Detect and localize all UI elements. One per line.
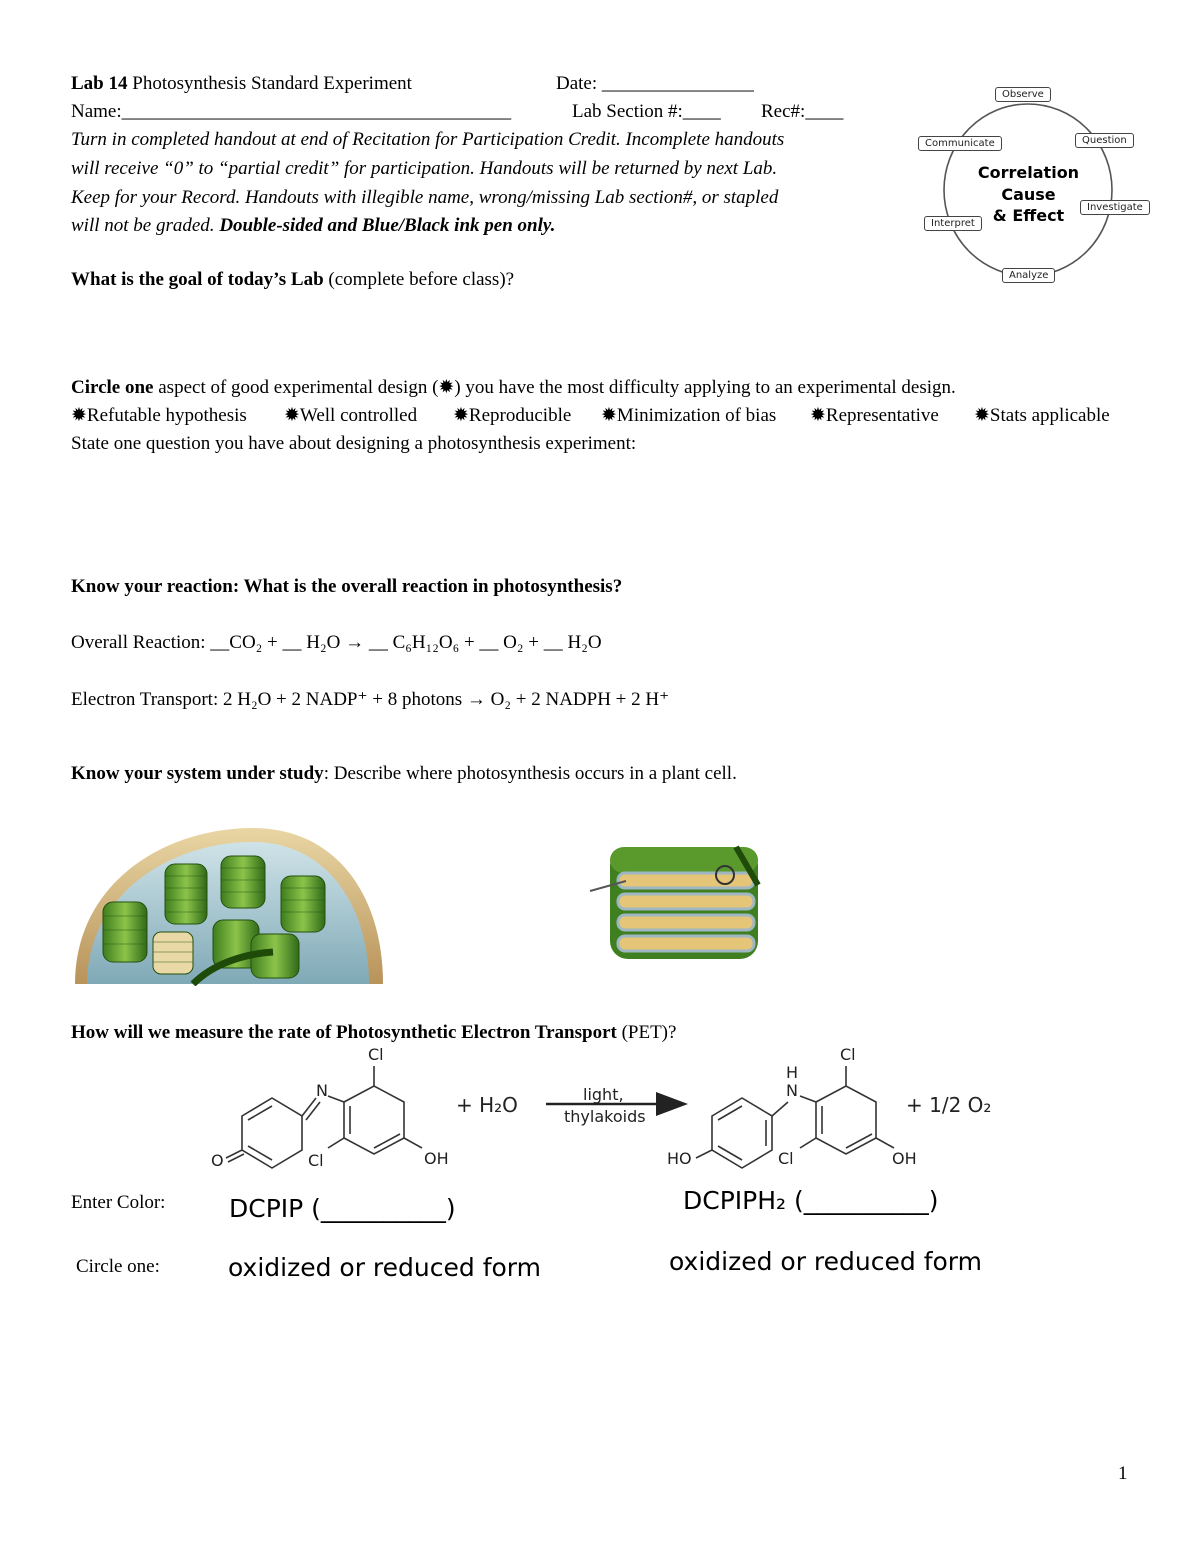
- scientific-method-cycle: [915, 84, 1145, 290]
- design-question-prompt: State one question you have about designing a photosynthesis experiment:: [71, 433, 637, 454]
- instructions-line-3: Keep for your Record. Handouts with illegible name, wrong/missing Lab section#, or stapled: [71, 187, 779, 208]
- plus-half-o2: + 1/2 O₂: [906, 1093, 992, 1117]
- lab-section-field[interactable]: Lab Section #:____: [572, 101, 721, 122]
- cycle-cause: Cause: [1001, 184, 1056, 204]
- instructions-grading: will not be graded.: [71, 215, 220, 236]
- dcpiph2-ho: HO: [667, 1149, 692, 1168]
- dcpiph2-cl-top: Cl: [840, 1045, 856, 1064]
- electron-transport-reaction: Electron Transport: 2 H₂O + 2 NADP⁺ + 8 photons → O₂ + 2 NADPH + 2 H⁺: [71, 689, 670, 710]
- name-field[interactable]: Name:_________________________________________: [71, 101, 512, 122]
- cycle-question: Question: [1075, 133, 1134, 148]
- cycle-observe: Observe: [995, 87, 1051, 102]
- goal-prompt: [71, 269, 514, 292]
- cycle-effect: & Effect: [992, 206, 1065, 226]
- reaction-arrowhead: [656, 1092, 688, 1116]
- instructions-line-1: Turn in completed handout at end of Recitation for Participation Credit. Incomplete handouts: [71, 129, 785, 150]
- dcpip-color-field[interactable]: DCPIP (__________): [229, 1194, 456, 1223]
- design-option-5[interactable]: ✹Representative: [810, 405, 939, 426]
- arrow-label-light: light,: [583, 1085, 624, 1104]
- dcpip-oh: OH: [424, 1149, 449, 1168]
- rec-field[interactable]: Rec#:____: [761, 101, 844, 122]
- plus-h2o: + H₂O: [456, 1093, 518, 1117]
- lab-number: Lab 14: [71, 73, 128, 94]
- design-option-1[interactable]: ✹Refutable hypothesis: [71, 405, 247, 426]
- design-option-6[interactable]: ✹Stats applicable: [974, 405, 1110, 426]
- instructions-line-4: [71, 215, 555, 238]
- circle-one-label: Circle one:: [76, 1256, 160, 1277]
- design-option-4[interactable]: ✹Minimization of bias: [601, 405, 777, 426]
- cycle-analyze: Analyze: [1002, 268, 1055, 283]
- pet-heading-abbrev: (PET)?: [621, 1022, 677, 1043]
- goal-question: What is the goal of today’s Lab: [71, 269, 324, 290]
- cycle-investigate: Investigate: [1080, 200, 1150, 215]
- reaction-heading: Know your reaction: What is the overall reaction in photosynthesis?: [71, 576, 623, 597]
- dcpiph2-h: H: [786, 1063, 799, 1082]
- dcpip-form-choice[interactable]: oxidized or reduced form: [228, 1253, 541, 1282]
- design-prompt: [71, 377, 956, 400]
- lab-name: Photosynthesis Standard Experiment: [127, 73, 412, 94]
- design-option-3[interactable]: ✹Reproducible: [453, 405, 572, 426]
- page-number: 1: [1118, 1463, 1128, 1484]
- enter-color-label: Enter Color:: [71, 1192, 166, 1213]
- lab-title: [71, 73, 412, 96]
- design-circle-one: Circle one: [71, 377, 154, 398]
- cycle-communicate: Communicate: [918, 136, 1002, 151]
- design-text: aspect of good experimental design (✹) you have the most difficulty applying to an experimental design.: [153, 377, 956, 398]
- dcpip-o: O: [211, 1151, 224, 1170]
- dcpip-cl-top: Cl: [368, 1045, 384, 1064]
- system-text: : Describe where photosynthesis occurs in a plant cell.: [323, 763, 737, 784]
- dcpip-n: N: [316, 1081, 328, 1100]
- arrow-label-thylakoids: thylakoids: [564, 1107, 646, 1126]
- dcpip-reaction-diagram: [200, 1040, 1020, 1180]
- system-prompt: [71, 763, 737, 786]
- dcpiph2-cl-bottom: Cl: [778, 1149, 794, 1168]
- granum-image: [586, 845, 762, 961]
- overall-reaction: Overall Reaction: __CO₂ + __ H₂O → __ C₆H₁₂O₆ + __ O₂ + __ H₂O: [71, 632, 602, 653]
- dcpip-cl-bottom: Cl: [308, 1151, 324, 1170]
- cycle-correlation: Correlation: [977, 163, 1080, 182]
- dcpiph2-n: N: [786, 1081, 798, 1100]
- design-option-2[interactable]: ✹Well controlled: [284, 405, 418, 426]
- chloroplast-image: [73, 824, 385, 986]
- pet-heading-main: How will we measure the rate of Photosynthetic Electron Transport: [71, 1022, 622, 1043]
- dcpiph2-oh: OH: [892, 1149, 917, 1168]
- date-field[interactable]: Date: ________________: [556, 73, 754, 94]
- system-heading: Know your system under study: [71, 763, 324, 784]
- cycle-center-label: [971, 162, 1086, 227]
- dcpiph2-form-choice[interactable]: oxidized or reduced form: [669, 1247, 982, 1276]
- instructions-ink: Double-sided and Blue/Black ink pen only.: [219, 215, 556, 236]
- goal-note: (complete before class)?: [323, 269, 515, 290]
- dcpiph2-color-field[interactable]: DCPIPH₂ (__________): [683, 1186, 939, 1215]
- cycle-interpret: Interpret: [924, 216, 982, 231]
- instructions-line-2: will receive “0” to “partial credit” for participation. Handouts will be returned by next Lab.: [71, 158, 778, 179]
